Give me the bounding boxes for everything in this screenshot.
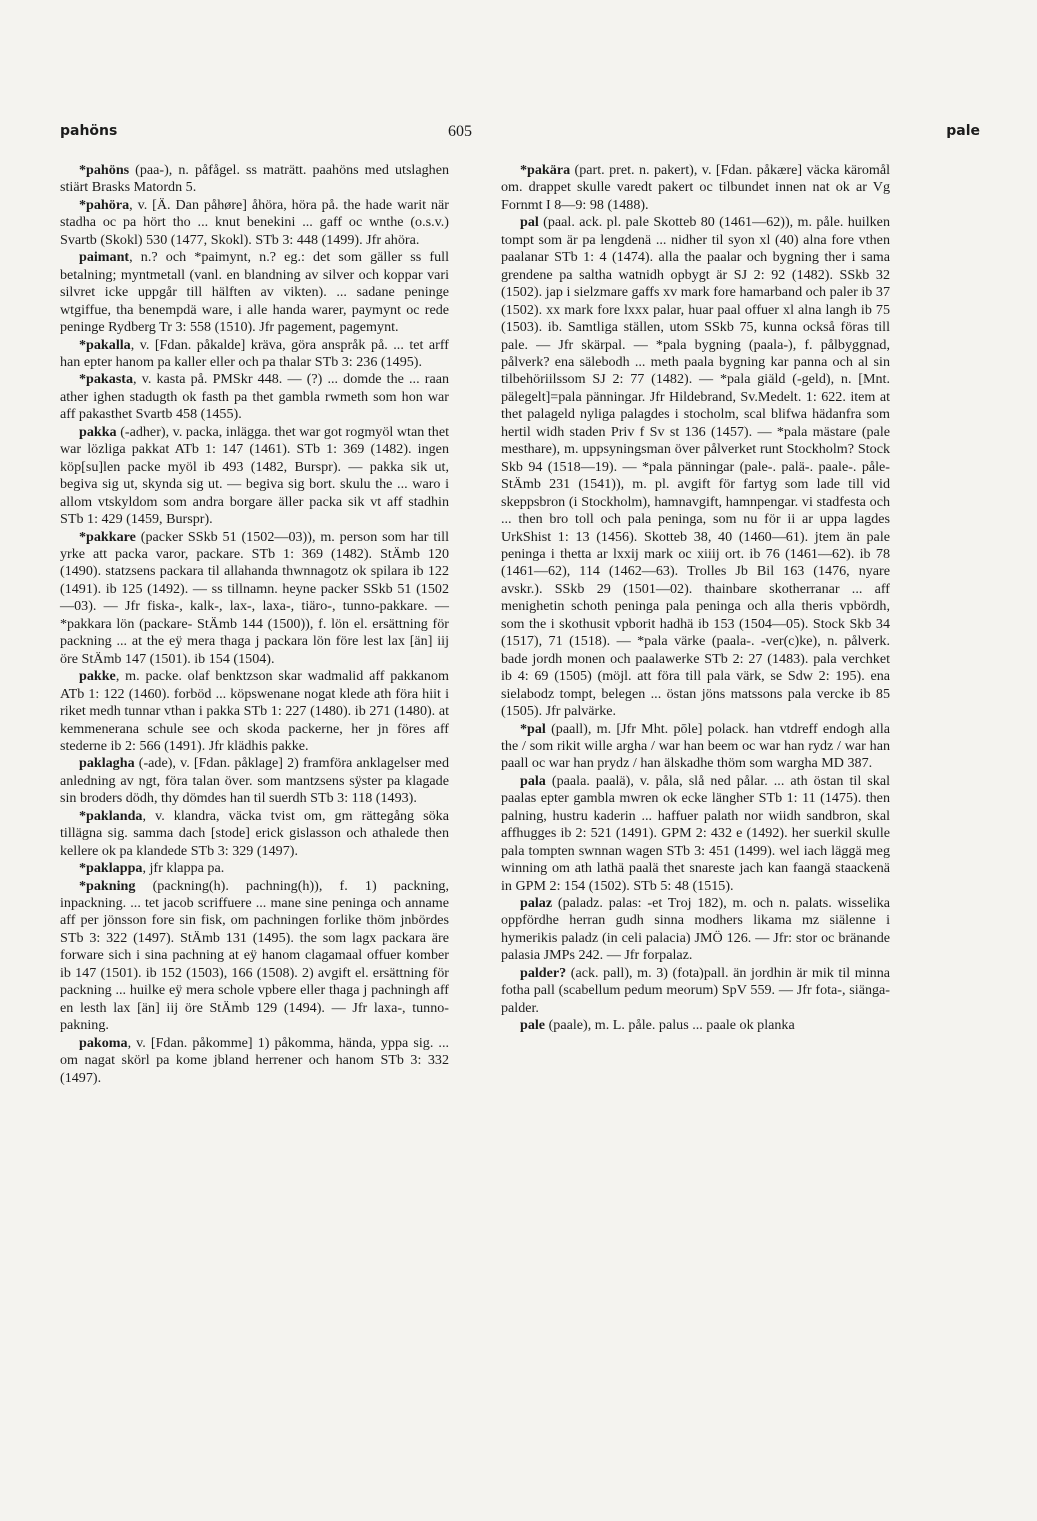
dictionary-entry bbox=[60, 371, 449, 423]
entry-headword: pakoma bbox=[79, 1034, 128, 1051]
right-column bbox=[501, 162, 890, 1035]
dictionary-entry bbox=[60, 860, 449, 877]
header-right-word: pale bbox=[946, 123, 980, 139]
entry-body: , v. [Fdan. påkalde] kräva, göra anspråk på. ... tet arff han epter hanom pa kaller eller och pa thalar STb 3: 236 (1495). bbox=[60, 336, 449, 370]
entry-headword: *pakasta bbox=[79, 371, 134, 388]
dictionary-entry bbox=[60, 424, 449, 529]
dictionary-entry bbox=[60, 808, 449, 860]
dictionary-entry bbox=[501, 1017, 890, 1034]
entry-body: (paall), m. [Jfr Mht. pōle] polack. han vtdreff endogh alla the / som rikit wille argha / war han beem oc war han rydz / war han paall oc war han prydz / han älskadhe thöm som wargha MD 387. bbox=[501, 720, 890, 772]
entry-body: , v. klandra, väcka tvist om, gm rättegång söka tillägna sig. samma dach [stode] erick gislasson och athalede then kellere ok pa klandede STb 3: 329 (1497). bbox=[60, 807, 449, 859]
entry-headword: *pahöns bbox=[79, 162, 130, 178]
entry-body: (paala. paalä), v. påla, slå ned pålar. ... ath östan til skal paalas epter gambla mwren ok ecke längher STb 1: 11 (1475). then palning, hustru kaderin ... haffuer palath nor wiidh sandbron, skal affhugges ib 2: 521 (1491). GPM 2: 432 e (1492). her suerkil skulle pala tompten swnnan wagen STb 3: 451 (1499). wel iach läggä meg winning om ath lathä paalä thet snareste jach kan faangä staackenä in GPM 2: 154 (1502). STb 5: 48 (1515). bbox=[501, 772, 890, 894]
entry-body: , v. [Ä. Dan påhøre] åhöra, höra på. the hade warit när stadha oc pa hört tho ... knut benekini ... gaff oc wnthe (o.s.v.) Svartb (Skokl) 530 (1477, Skokl). STb 3: 448 (1499). Jfr ahöra. bbox=[60, 196, 449, 248]
entry-body: , m. packe. olaf benktzson skar wadmalid aff pakkanom ATb 1: 122 (1460). forböd ... köpswenane nogat klede ath föra hiit i riket medh tunnar vthan i pakka STb 1: 227 (1480). ib 271 (1480). at kemmenerana schule see och skoda packerne, her jn föres aff stederne ib 2: 566 (1491). Jfr klädhis pakke. bbox=[60, 668, 449, 754]
dictionary-entry bbox=[60, 162, 449, 197]
entry-headword: *pakning bbox=[79, 877, 136, 894]
entry-headword: *pahöra bbox=[79, 196, 130, 213]
entry-headword: *pal bbox=[520, 720, 546, 737]
page-number: 605 bbox=[448, 123, 472, 140]
entry-body: (paa-), n. påfågel. ss maträtt. paahöns med utslaghen stiärt Brasks Matordn 5. bbox=[60, 162, 449, 196]
entry-body: (paal. ack. pl. pale Skotteb 80 (1461—62)), m. påle. huilken tompt som är pa lengdenä ... nidher til syon xl (40) alna fore vthen paalanar STb 1: 4 (1474). alla the paalar och bygning ther i sama grendene pa saltha watnidh opbygt är SJ 2: 92 (1482). SSkb 32 (1502). jap i sielzmare gaffs xv mark fore hamarband och paler ib 37 (1502). xx mark fore lxxx palar, huar paal offuer xl alna langh ib 75 (1503). ib. Samtliga ställen, utom SSkb 75, kunna också föras till pale. — Jfr skärpal. — *pala bygning (paala-), f. pålbyggnad, pålverk? ena sälebodh ... meth paala bygning kar panna och al sin tilbehöriilssom SJ 2: 77 (1482). — *pala giäld (-geld), n. [Mnt. pälegelt]=pala pänningar. Jfr Hildebrand, Sv.Medelt. 1: 622. item at thet palageld nyliga palagdes i stocholm, scal blifwa hädanfra som hertil widh staden Priv f Sv st 136 (1457). — *pala mästare (pale mesthare), m. uppsyningsman över pålverket runt Stockholm? Stock Skb 94 (1518—19). — *pala pänningar (pale-. palä-. paale-. påle- StÄmb 231 (1541)), m. pl. avgift för fartyg som lade till vid skeppsbron (i Stockholm), hamnavgift, hamnpengar. vi stadfesta och ... then bro toll och pala peninga, som nu för ii ar uppa lagdes UrkShist 1: 13 (1456). Skotteb 38, 40 (1460—61). jtem än pale peninga i thetta ar lxxij mark oc xiiij ort. ib 76 (1461—62). ib 78 (1461—62), 114 (1462—63). Trolles Jb Bil 163 (1476, nyare avskr.). SSkb 29 (1501—02). thainbare skotherranar ... aff menighetin schoth peninga pala peninga och alla theris vpbördh, som the i skothusit vpborit hadhä ib 153 (1504—05). Stock Skb 34 (1517), 71 (1518). — *pala värke (paala-. -ver(c)ke), n. pålverk. bade jordh monen och paalawerke STb 2: 27 (1483). pala verchket ib 4: 69 (1505) (möjl. att föra till pala värk, se Sdw 2: 195). ena sielabodz tompt, belegen ... östan jöns matssons pala vercke ib 85 (1505). Jfr palvärke. bbox=[501, 214, 890, 720]
dictionary-entry bbox=[60, 755, 449, 807]
entry-headword: pala bbox=[520, 772, 546, 789]
dictionary-entry bbox=[60, 668, 449, 755]
entry-headword: pal bbox=[520, 214, 539, 231]
dictionary-entry bbox=[501, 965, 890, 1017]
entry-body: (-adher), v. packa, inlägga. thet war got rogmyöl wtan thet war lözliga pakkat ATb 1: 147 (1461). STb 1: 369 (1482). ingen köp[su]len packe myöl ib 493 (1482, Burspr). — pakka sik ut, begiva sig ut, skynda sig ut. — begiva sig bort. skulu the ... waro i allom vtskyldom som andra borgare äller packa sik vt aff stadhin STb 1: 429 (1459, Burspr). bbox=[60, 423, 449, 528]
entry-body: , n.? och *paimynt, n.? eg.: det som gäller ss full betalning; myntmetall (vanl. en blandning av silver och koppar vari silvret icke uppgår till hälften av vikten). ... sadane peninge wtgiffue, tha benempdä ware, i alle handa warer, paymynt oc rede peninge Rydberg Tr 3: 558 (1510). Jfr pagement, pagemynt. bbox=[60, 249, 449, 336]
dictionary-entry bbox=[501, 214, 890, 720]
entry-body: (ack. pall), m. 3) (fota)pall. än jordhin är mik til minna fotha pall (scabellum pedum meorum) SpV 559. — Jfr fota-, siänga-palder. bbox=[501, 964, 890, 1016]
page-header bbox=[60, 123, 980, 143]
dictionary-entry bbox=[60, 1035, 449, 1087]
entry-body: , jfr klappa pa. bbox=[142, 860, 225, 877]
entry-body: (packer SSkb 51 (1502—03)), m. person som har till yrke att packa varor, packare. STb 1: 369 (1482). StÄmb 120 (1490). statzsens packara til allahanda thwnnagotz ok spilara ib 122 (1491). ib 125 (1492). — ss tillnamn. heyne packer SSkb 51 (1502—03). — Jfr fiska-, kalk-, lax-, laxa-, tiäro-, tunno-pakkare. — *pakkara lön (packare- StÄmb 144 (1500)), f. lön el. ersättning för packning ... at the eÿ mera thaga j packara lön före lest lax [än] iij öre StÄmb 147 (1501). ib 154 (1504). bbox=[60, 528, 449, 667]
dictionary-entry bbox=[60, 249, 449, 336]
dictionary-entry bbox=[501, 162, 890, 214]
entry-headword: palaz bbox=[520, 895, 553, 912]
entry-body: (packning(h). pachning(h)), f. 1) packning, inpackning. ... tet jacob scriffuere ... mane sine peninga och anname aff per jönsson fore sin fisk, om pachningen forlike thöm jnbördes STb 3: 322 (1497). StÄmb 131 (1495). the som lagx packara äre forware sich i sina pachning at eÿ hanom clagamaal offuer komber ib 147 (1501). ib 152 (1503), 166 (1508). 2) avgift el. ersättning för packning ... huilke eÿ mera schole vpbere eller thaga j pachningh aff en lesth lax [än] iij öre StÄmb 129 (1494). — Jfr laxa-, tunno- pakning. bbox=[60, 877, 449, 1034]
entry-headword: pale bbox=[520, 1017, 546, 1034]
entry-headword: *paklanda bbox=[79, 807, 143, 824]
dictionary-entry bbox=[60, 197, 449, 249]
entry-body: (part. pret. n. pakert), v. [Fdan. påkære] väcka käromål om. drappet skulle varedt pakert oc tilbundet innen nat ok ar Vg Fornmt I 8—9: 98 (1488). bbox=[501, 162, 890, 213]
dictionary-entry bbox=[60, 529, 449, 669]
dictionary-entry bbox=[60, 878, 449, 1035]
entry-body: (paladz. palas: -et Troj 182), m. och n. palats. wisselika oppfördhe herran gudh sinna modhers likama mz siälenne i hymerikis paladz (in celi palacia) JMÖ 126. — Jfr: stor oc bränande palasia JMPs 242. — Jfr forpalaz. bbox=[501, 895, 890, 964]
dictionary-entry bbox=[501, 721, 890, 773]
entry-body: , v. [Fdan. påkomme] 1) påkomma, hända, yppa sig. ... om nagat skörl pa kome jbland herrener och hanom STb 3: 332 (1497). bbox=[60, 1034, 449, 1086]
left-column bbox=[60, 162, 449, 1087]
entry-headword: palder? bbox=[520, 964, 567, 981]
entry-headword: pakka bbox=[79, 423, 117, 440]
entry-headword: *paklappa bbox=[79, 860, 143, 877]
entry-headword: paklagha bbox=[79, 755, 135, 772]
dictionary-entry bbox=[60, 337, 449, 372]
dictionary-entry bbox=[501, 895, 890, 965]
entry-body: (paale), m. L. påle. palus ... paale ok planka bbox=[545, 1017, 795, 1034]
entry-headword: pakke bbox=[79, 668, 116, 685]
entry-body: , v. kasta på. PMSkr 448. — (?) ... domde the ... raan ather ighen stadugth ok fasth pa thet gambla rwmeth som hon war aff pakasthet Svartb 458 (1455). bbox=[60, 371, 449, 423]
entry-headword: paimant bbox=[79, 249, 130, 266]
entry-body: (-ade), v. [Fdan. påklage] 2) framföra anklagelser med anledning av ngt, föra talan över. som mantzsens sÿster pa klagade sin broders dödh, thy dömdes han til suerdh STb 3: 118 (1493). bbox=[60, 755, 449, 807]
dictionary-entry bbox=[501, 773, 890, 895]
entry-headword: *pakära bbox=[520, 162, 571, 178]
entry-headword: *pakkare bbox=[79, 528, 136, 545]
header-left-word: pahöns bbox=[60, 123, 118, 139]
entry-headword: *pakalla bbox=[79, 336, 131, 353]
